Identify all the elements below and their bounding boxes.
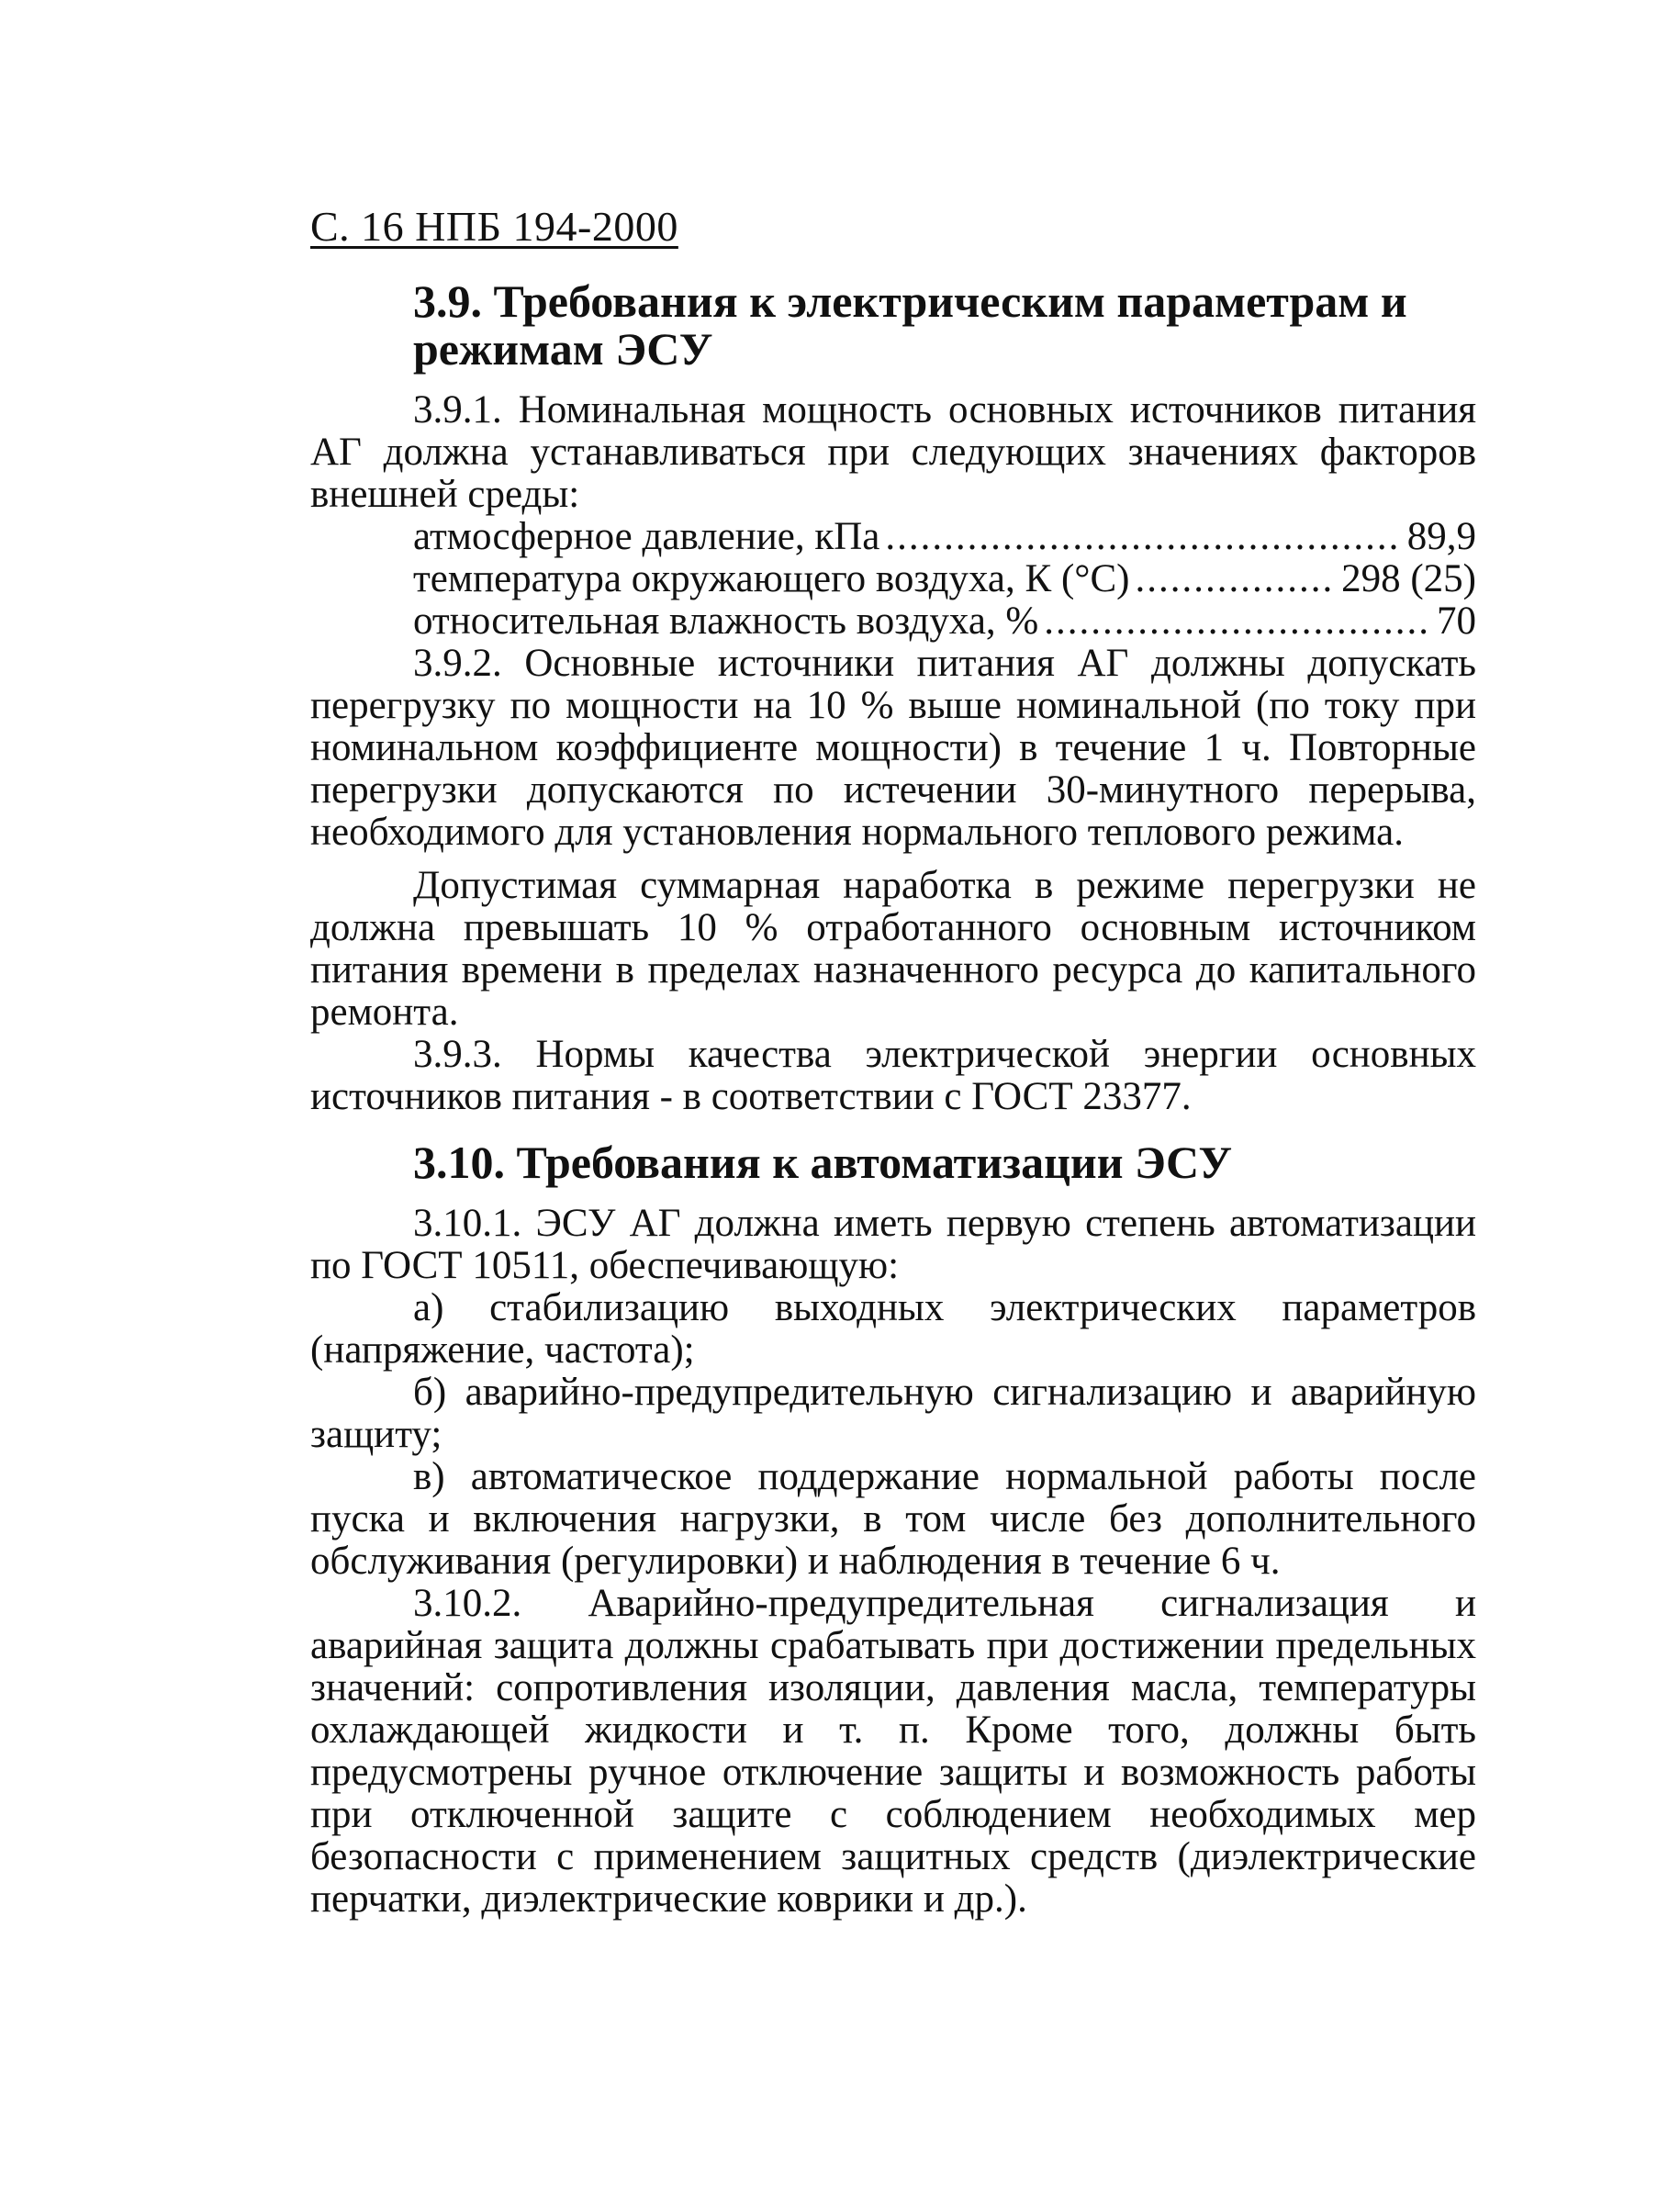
- env-label: температура окружающего воздуха, К (°С): [413, 557, 1130, 600]
- paragraph-3-9-1: 3.9.1. Номинальная мощность основных источников питания АГ должна устанавливаться при следующих значениях факторов внешней среды:: [310, 388, 1476, 516]
- env-value: 89,9: [1406, 515, 1476, 558]
- env-value: 70: [1437, 599, 1476, 643]
- list-item-a: а) стабилизацию выходных электрических параметров (напряжение, частота);: [310, 1286, 1476, 1372]
- document-page: [310, 204, 1476, 1921]
- dot-leader: [1135, 558, 1336, 600]
- paragraph-3-10-2: 3.10.2. Аварийно-предупредительная сигнализация и аварийная защита должны срабатывать при достижении предельных значений: сопротивления изоляции, давления масла, температуры охлаждающей жидкости и т. п. Кроме того, должны быть предусмотрены ручное отключение защиты и возможность работы при отключенной защите с соблюдением необходимых мер безопасности с применением защитных средств (диэлектрические перчатки, диэлектрические коврики и др.).: [310, 1582, 1476, 1921]
- section-3-9-title: 3.9. Требования к электрическим параметрам и режимам ЭСУ: [413, 275, 1407, 375]
- dot-leader: [885, 516, 1401, 558]
- section-3-10-title: 3.10. Требования к автоматизации ЭСУ: [413, 1137, 1233, 1188]
- env-value: 298 (25): [1341, 557, 1476, 600]
- env-label: относительная влажность воздуха, %: [413, 599, 1039, 643]
- dot-leader: [1044, 600, 1431, 643]
- env-row-temperature: [413, 558, 1476, 600]
- env-row-pressure: [413, 516, 1476, 558]
- list-item-c: в) автоматическое поддержание нормальной работы после пуска и включения нагрузки, в том числе без дополнительного обслуживания (регулировки) и наблюдения в течение 6 ч.: [310, 1455, 1476, 1583]
- env-label: атмосферное давление, кПа: [413, 515, 880, 558]
- paragraph-3-9-2-continued: Допустимая суммарная наработка в режиме перегрузки не должна превышать 10 % отработанного основным источником питания времени в пределах назначенного ресурса до капитального ремонта.: [310, 864, 1476, 1034]
- list-item-b: б) аварийно-предупредительную сигнализацию и аварийную защиту;: [310, 1371, 1476, 1456]
- paragraph-3-10-1: 3.10.1. ЭСУ АГ должна иметь первую степень автоматизации по ГОСТ 10511, обеспечивающую:: [310, 1202, 1476, 1287]
- running-header: С. 16 НПБ 194-2000: [310, 203, 678, 250]
- env-row-humidity: [413, 600, 1476, 643]
- environment-factors-list: [310, 516, 1476, 643]
- paragraph-3-9-2: 3.9.2. Основные источники питания АГ должны допускать перегрузку по мощности на 10 % выше номинальной (по току при номинальном коэффициенте мощности) в течение 1 ч. Повторные перегрузки допускаются по истечении 30-минутного перерыва, необходимого для установления нормального теплового режима.: [310, 642, 1476, 854]
- paragraph-3-9-3: 3.9.3. Нормы качества электрической энергии основных источников питания - в соответствии с ГОСТ 23377.: [310, 1033, 1476, 1118]
